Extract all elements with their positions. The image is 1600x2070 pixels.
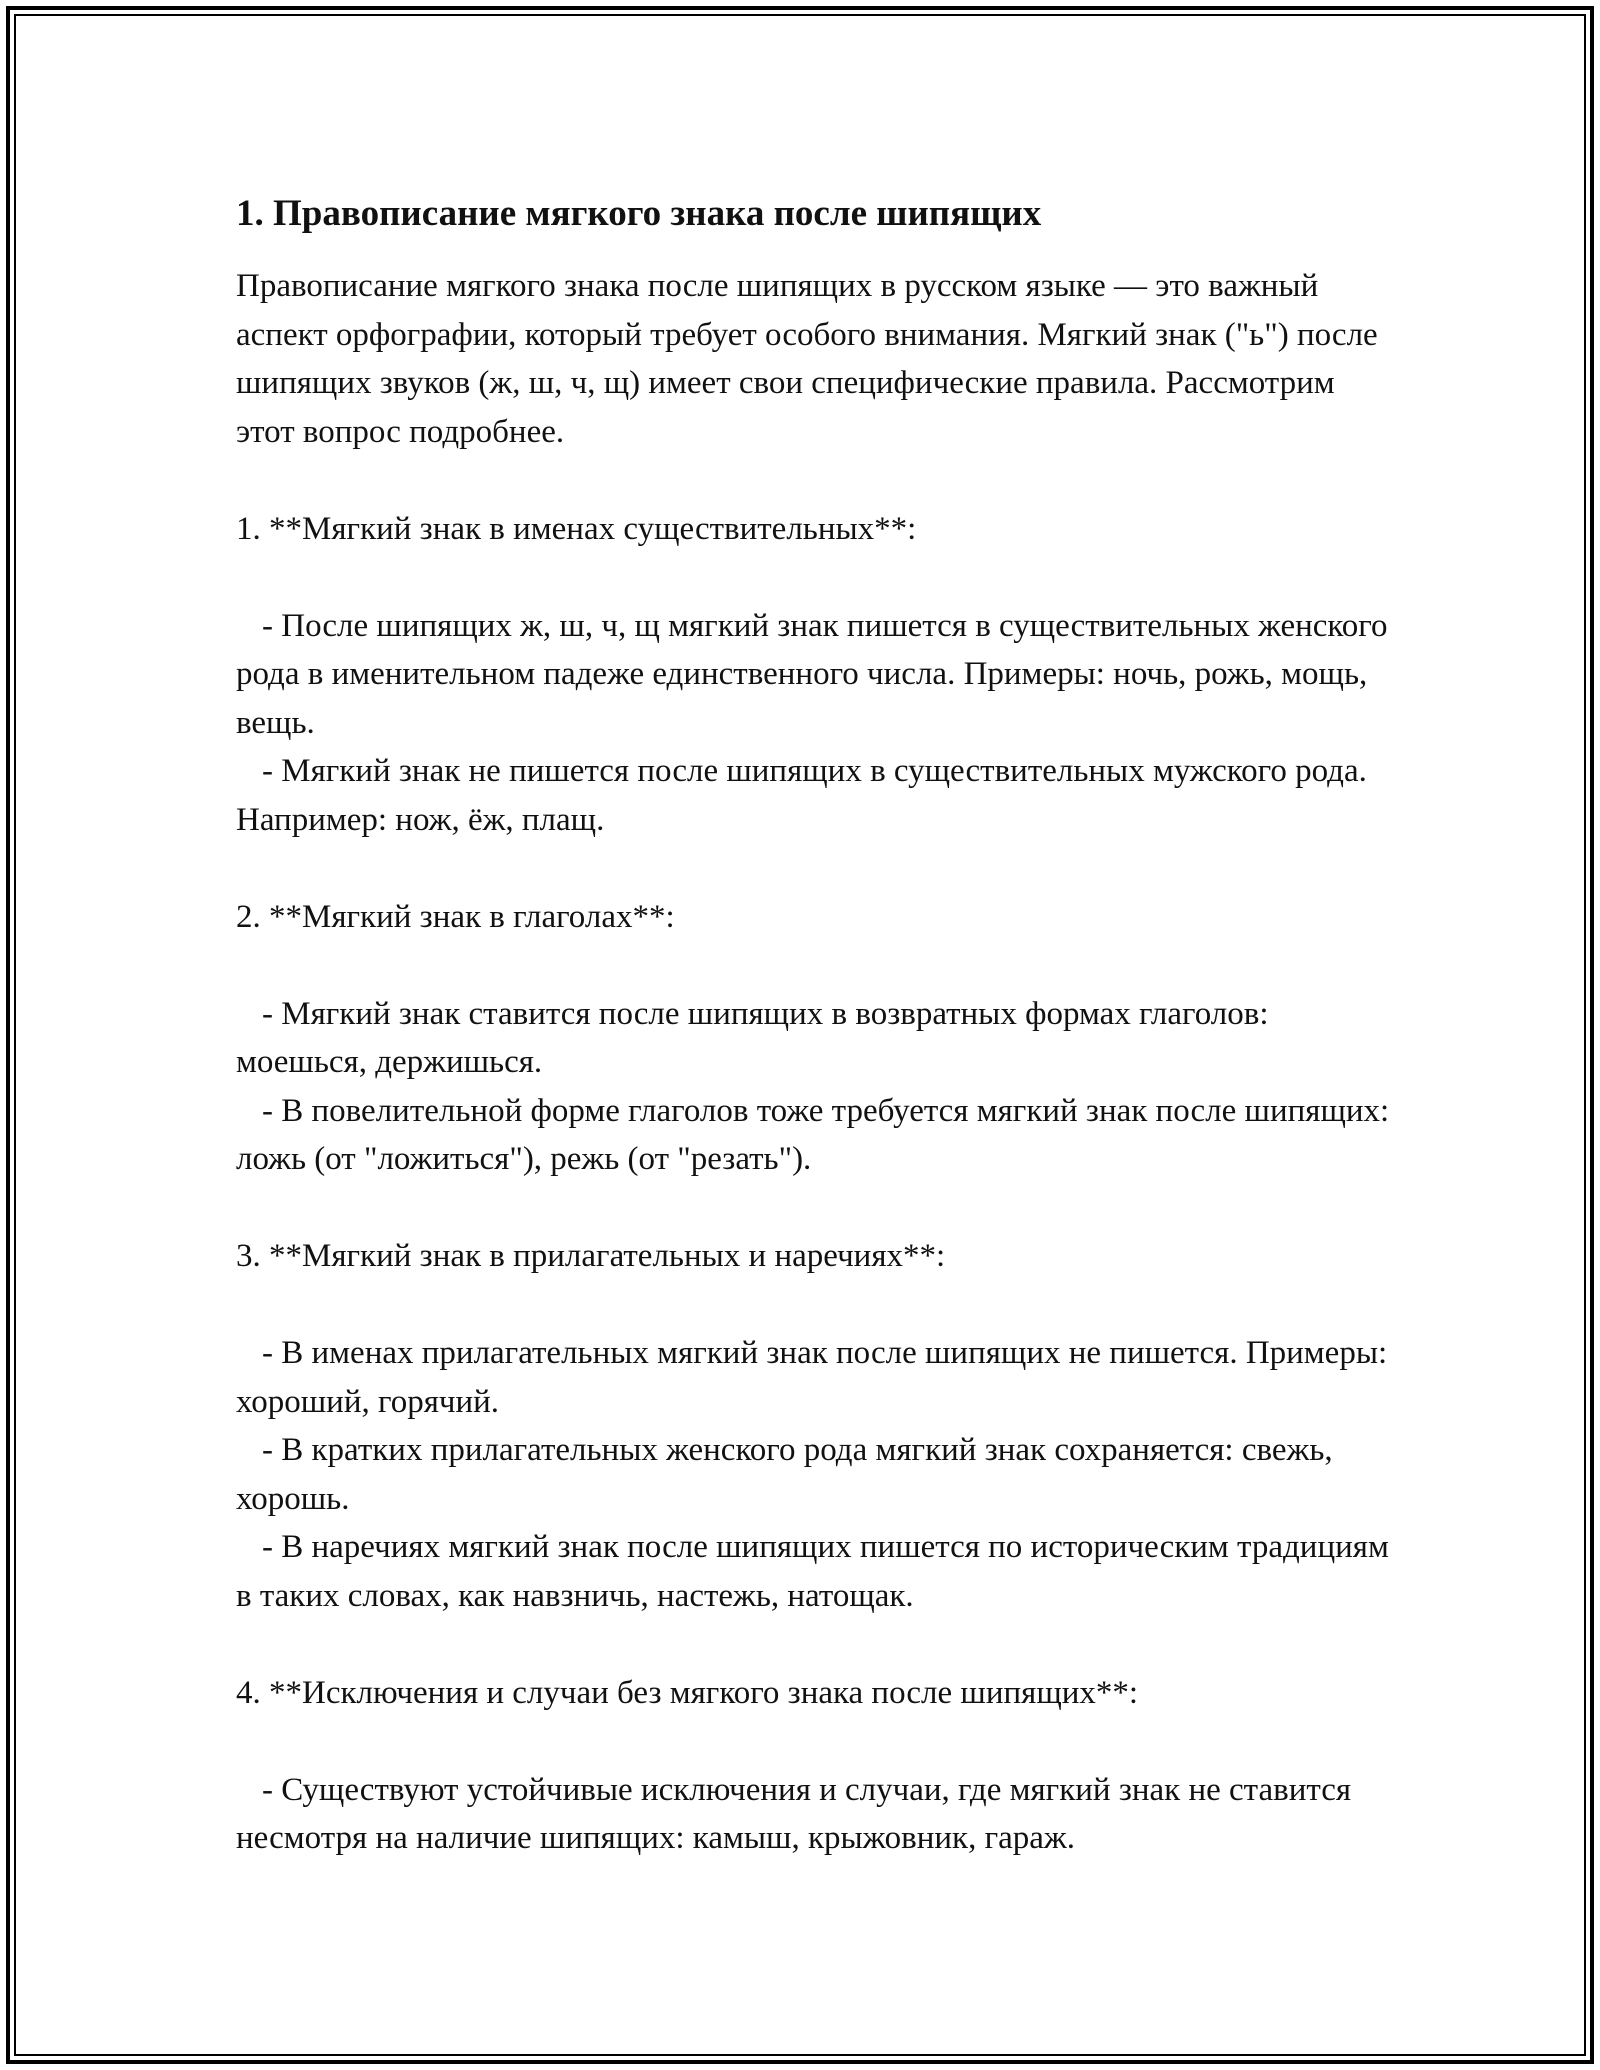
document-body [236, 190, 1396, 1863]
bullet-item: - В наречиях мягкий знак после шипящих пишется по историческим традициям в таких словах, как навзничь, настежь, натощак. [236, 1529, 1389, 1614]
bullet-item: - Мягкий знак не пишется после шипящих в существительных мужского рода. Например: нож, ёж, плащ. [236, 753, 1367, 838]
bullet-item: - Мягкий знак ставится после шипящих в возвратных формах глаголов: моешься, держишься. [236, 995, 1269, 1080]
spacer [236, 1717, 1396, 1766]
section-heading: 2. **Мягкий знак в глаголах**: [236, 898, 675, 935]
section-nouns [236, 505, 1396, 845]
bullet-item: - В кратких прилагательных женского рода мягкий знак сохраняется: свежь, хорошь. [236, 1432, 1333, 1517]
section-heading: 4. **Исключения и случаи без мягкого знака после шипящих**: [236, 1674, 1139, 1711]
section-adjectives-adverbs [236, 1232, 1396, 1620]
section-verbs [236, 893, 1396, 1184]
bullet-item: - После шипящих ж, ш, ч, щ мягкий знак пишется в существительных женского рода в именительном падеже единственного числа. Примеры: ночь, рожь, мощь, вещь. [236, 607, 1388, 741]
spacer [236, 844, 1396, 893]
spacer [236, 941, 1396, 990]
spacer [236, 1620, 1396, 1669]
spacer [236, 553, 1396, 602]
bullet-item: - В повелительной форме глаголов тоже требуется мягкий знак после шипящих: ложь (от "ложиться"), режь (от "резать"). [236, 1092, 1390, 1177]
spacer [236, 1184, 1396, 1233]
bullet-item: - Существуют устойчивые исключения и случаи, где мягкий знак не ставится несмотря на наличие шипящих: камыш, крыжовник, гараж. [236, 1771, 1352, 1856]
bullet-item: - В именах прилагательных мягкий знак после шипящих не пишется. Примеры: хороший, горячий. [236, 1335, 1388, 1420]
section-heading: 3. **Мягкий знак в прилагательных и наречиях**: [236, 1238, 946, 1274]
section-exceptions [236, 1669, 1396, 1863]
spacer [236, 456, 1396, 505]
section-heading: 1. **Мягкий знак в именах существительных**: [236, 510, 917, 547]
document-title: 1. Правописание мягкого знака после шипящих [236, 193, 1042, 234]
intro-paragraph: Правописание мягкого знака после шипящих в русском языке — это важный аспект орфографии, который требует особого внимания. Мягкий знак ("ь") после шипящих звуков (ж, ш, ч, щ) имеет свои специфические правила. Рассмотрим этот вопрос подробнее. [236, 268, 1378, 450]
spacer [236, 1281, 1396, 1330]
